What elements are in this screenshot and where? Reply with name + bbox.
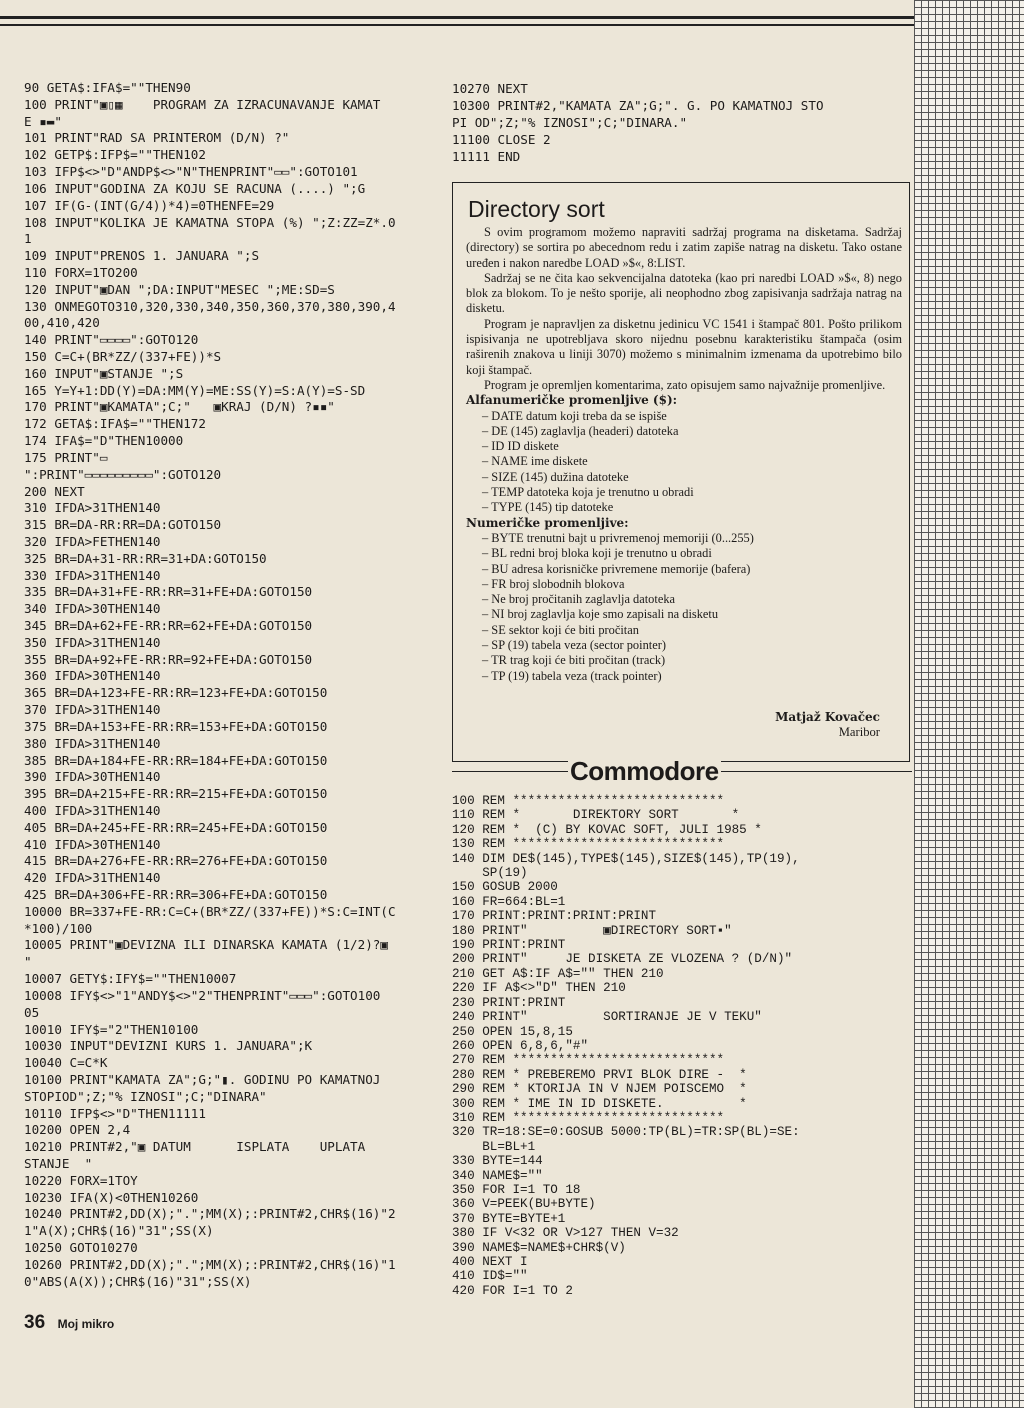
code-line: 420 FOR I=1 TO 2 <box>452 1283 573 1298</box>
variable-item: – NAME ime diskete <box>482 454 902 469</box>
page-number: 36 <box>24 1312 46 1333</box>
code-line: 260 OPEN 6,8,6,"#" <box>452 1038 589 1053</box>
code-line: 365 BR=DA+123+FE-RR:RR=123+FE+DA:GOTO150 <box>24 685 328 701</box>
code-line: 140 PRINT"▭▭▭▭":GOTO120 <box>24 332 199 348</box>
code-line: 130 ONMEGOTO310,320,330,340,350,360,370,380,390,4 <box>24 298 396 314</box>
variable-item: – FR broj slobodnih blokova <box>482 577 902 592</box>
code-line: 200 PRINT" JE DISKETA ZE VLOZENA ? (D/N)" <box>452 952 793 967</box>
code-line: 10260 PRINT#2,DD(X);".";MM(X);:PRINT#2,CHR$(16)"1 <box>24 1256 396 1272</box>
code-line: 106 INPUT"GODINA ZA KOJU SE RACUNA (....) ";G <box>24 180 366 196</box>
left-code-listing <box>24 80 444 1291</box>
code-line: 10270 NEXT <box>452 81 528 96</box>
page-footer <box>24 1312 114 1334</box>
top-right-code-listing <box>452 80 872 165</box>
code-line: 410 IFDA>30THEN140 <box>24 836 161 852</box>
code-line: 400 NEXT I <box>452 1255 528 1269</box>
code-line: 405 BR=DA+245+FE-RR:RR=245+FE+DA:GOTO150 <box>24 819 328 835</box>
code-line: 165 Y=Y+1:DD(Y)=DA:MM(Y)=ME:SS(Y)=S:A(Y)=S-SD <box>24 382 366 398</box>
variable-item: – BYTE trenutni bajt u privremenoj memoriji (0...255) <box>482 531 902 546</box>
code-line: 380 IFDA>31THEN140 <box>24 735 161 751</box>
article-paragraph: Program je napravljen za disketnu jedinicu VC 1541 i štampač 801. Pošto prilikom ispisivanja ne upotrebljava skoro nijednu posebnu karakteristiku štampača (osim raširenih znakova u liniji 3070) možemo s minimalnim izmenama da upotrebimo bilo koji štampač. <box>466 316 902 377</box>
code-line: 10040 C=C*K <box>24 1055 108 1071</box>
code-line: 0"ABS(A(X));CHR$(16)"31";SS(X) <box>24 1273 252 1289</box>
variable-item: – Ne broj pročitanih zaglavlja datoteka <box>482 592 902 607</box>
author-block <box>720 710 880 740</box>
directory-sort-listing <box>452 794 872 1298</box>
code-line: PI OD";Z;"% IZNOSI";C;"DINARA." <box>452 115 688 130</box>
code-line: 310 REM **************************** <box>452 1110 725 1125</box>
top-rule <box>0 16 914 26</box>
code-line: 160 INPUT"▣STANJE ";S <box>24 365 184 381</box>
code-line: 415 BR=DA+276+FE-RR:RR=276+FE+DA:GOTO150 <box>24 853 328 869</box>
code-line: 320 TR=18:SE=0:GOSUB 5000:TP(BL)=TR:SP(BL)=SE: <box>452 1125 800 1140</box>
code-line: 100 REM **************************** <box>452 794 725 808</box>
variable-item: – TR trag koji će biti pročitan (track) <box>482 653 902 668</box>
code-line: 120 INPUT"▣DAN ";DA:INPUT"MESEC ";ME:SD=S <box>24 281 335 297</box>
code-line: 355 BR=DA+92+FE-RR:RR=92+FE+DA:GOTO150 <box>24 651 313 667</box>
article-title: Directory sort <box>468 196 605 222</box>
code-line: 10110 IFP$<>"D"THEN11111 <box>24 1105 206 1121</box>
author-city: Maribor <box>838 725 880 739</box>
code-line: 00,410,420 <box>24 315 100 331</box>
code-line: 175 PRINT"▭ <box>24 449 108 465</box>
code-line: 10005 PRINT"▣DEVIZNA ILI DINARSKA KAMATA (1/2)?▣ <box>24 937 388 953</box>
code-line: 10200 OPEN 2,4 <box>24 1122 131 1138</box>
code-line: 230 PRINT:PRINT <box>452 995 566 1010</box>
code-line: 395 BR=DA+215+FE-RR:RR=215+FE+DA:GOTO150 <box>24 786 328 802</box>
code-line: 385 BR=DA+184+FE-RR:RR=184+FE+DA:GOTO150 <box>24 752 328 768</box>
code-line: 370 IFDA>31THEN140 <box>24 702 161 718</box>
code-line: STANJE " <box>24 1156 93 1171</box>
code-line: 130 REM **************************** <box>452 837 725 852</box>
variable-item: – SE sektor koji će biti pročitan <box>482 623 902 638</box>
code-line: 103 IFP$<>"D"ANDP$<>"N"THENPRINT"▭▭":GOTO101 <box>24 164 358 180</box>
numeric-vars-heading: Numeričke promenljive: <box>466 515 629 530</box>
section-header <box>452 758 912 784</box>
code-line: 320 IFDA>FETHEN140 <box>24 533 161 549</box>
code-line: 360 V=PEEK(BU+BYTE) <box>452 1197 596 1212</box>
code-line: " <box>24 954 32 970</box>
code-line: 170 PRINT"▣KAMATA";C;" ▣KRAJ (D/N) ?▪▪" <box>24 399 335 415</box>
code-line: 370 BYTE=BYTE+1 <box>452 1211 566 1226</box>
code-line: 10210 PRINT#2,"▣ DATUM ISPLATA UPLATA <box>24 1139 366 1155</box>
code-line: 315 BR=DA-RR:RR=DA:GOTO150 <box>24 517 222 533</box>
code-line: 150 C=C+(BR*ZZ/(337+FE))*S <box>24 349 222 364</box>
code-line: 10030 INPUT"DEVIZNI KURS 1. JANUARA";K <box>24 1038 313 1054</box>
code-line: 150 GOSUB 2000 <box>452 880 558 895</box>
code-line: 10007 GETY$:IFY$=""THEN10007 <box>24 971 237 987</box>
variable-item: – ID ID diskete <box>482 439 902 454</box>
section-label: Commodore <box>570 756 719 786</box>
code-line: 120 REM * (C) BY KOVAC SOFT, JULI 1985 * <box>452 822 762 837</box>
code-line: 390 IFDA>30THEN140 <box>24 769 161 785</box>
code-line: 10240 PRINT#2,DD(X);".";MM(X);:PRINT#2,CHR$(16)"2 <box>24 1206 396 1222</box>
code-line: 240 PRINT" SORTIRANJE JE V TEKU" <box>452 1010 762 1025</box>
code-line: 10100 PRINT"KAMATA ZA";G;"▮. GODINU PO KAMATNOJ <box>24 1071 381 1087</box>
variable-item: – TYPE (145) tip datoteke <box>482 500 902 515</box>
code-line: 250 OPEN 15,8,15 <box>452 1024 573 1039</box>
graph-paper-strip <box>914 0 1024 1408</box>
code-line: 360 IFDA>30THEN140 <box>24 668 161 684</box>
code-line: 108 INPUT"KOLIKA JE KAMATNA STOPA (%) ";Z:ZZ=Z*.0 <box>24 214 396 230</box>
variable-item: – SP (19) tabela veza (sector pointer) <box>482 638 902 653</box>
code-line: 410 ID$="" <box>452 1269 528 1284</box>
alpha-vars-list <box>466 409 902 516</box>
code-line: 05 <box>24 1004 40 1020</box>
code-line: 10000 BR=337+FE-RR:C=C+(BR*ZZ/(337+FE))*S:C=INT(C <box>24 903 396 919</box>
variable-item: – BL redni broj bloka koji je trenutno u obradi <box>482 546 902 561</box>
code-line: 325 BR=DA+31-RR:RR=31+DA:GOTO150 <box>24 550 267 566</box>
code-line: 11100 CLOSE 2 <box>452 132 551 147</box>
code-line: 220 IF A$<>"D" THEN 210 <box>452 981 626 996</box>
code-line: ":PRINT"▭▭▭▭▭▭▭▭▭":GOTO120 <box>24 466 222 482</box>
article-paragraph: Program je opremljen komentarima, zato opisujem samo najvažnije promenljive. <box>484 377 886 392</box>
article-paragraph: Sadržaj se ne čita kao sekvencijalna datoteka (kao pri naredbi LOAD »$«, 8) nego blok za blokom. To je nešto sporije, ali neophodno zbog zapisivanja sadržaja natrag na disketu. <box>466 270 902 316</box>
code-line: 110 REM * DIREKTORY SORT * <box>452 808 740 823</box>
code-line: 10220 FORX=1TOY <box>24 1172 138 1188</box>
code-line: 335 BR=DA+31+FE-RR:RR=31+FE+DA:GOTO150 <box>24 584 313 600</box>
code-line: STOPIOD";Z;"% IZNOSI";C;"DINARA" <box>24 1088 267 1104</box>
code-line: 345 BR=DA+62+FE-RR:RR=62+FE+DA:GOTO150 <box>24 618 313 633</box>
code-line: SP(19) <box>452 866 528 881</box>
code-line: 140 DIM DE$(145),TYPE$(145),SIZE$(145),TP(19), <box>452 851 800 866</box>
code-line: 280 REM * PREBEREMO PRVI BLOK DIRE - * <box>452 1067 747 1082</box>
variable-item: – BU adresa korisničke privremene memorije (bafera) <box>482 562 902 577</box>
code-line: 174 IFA$="D"THEN10000 <box>24 433 184 449</box>
code-line: 11111 END <box>452 149 521 164</box>
code-line: 90 GETA$:IFA$=""THEN90 <box>24 80 191 95</box>
variable-item: – TP (19) tabela veza (track pointer) <box>482 669 902 684</box>
code-line: 10230 IFA(X)<0THEN10260 <box>24 1189 199 1205</box>
numeric-vars-list <box>466 531 902 684</box>
code-line: 270 REM **************************** <box>452 1053 725 1068</box>
code-line: 1 <box>24 231 32 247</box>
code-line: 300 REM * IME IN ID DISKETE. * <box>452 1096 747 1111</box>
code-line: 10010 IFY$="2"THEN10100 <box>24 1021 199 1037</box>
code-line: 10250 GOTO10270 <box>24 1240 138 1256</box>
code-line: 180 PRINT" ▣DIRECTORY SORT▪" <box>452 923 732 938</box>
code-line: 190 PRINT:PRINT <box>452 938 566 953</box>
code-line: 390 NAME$=NAME$+CHR$(V) <box>452 1240 626 1255</box>
code-line: 1"A(X);CHR$(16)"31";SS(X) <box>24 1223 214 1239</box>
code-line: 330 IFDA>31THEN140 <box>24 567 161 583</box>
code-line: 340 NAME$="" <box>452 1168 543 1183</box>
code-line: 310 IFDA>31THEN140 <box>24 500 161 516</box>
variable-item: – SIZE (145) dužina datoteke <box>482 470 902 485</box>
variable-item: – TEMP datoteka koja je trenutno u obradi <box>482 485 902 500</box>
variable-item: – DATE datum koji treba da se ispiše <box>482 409 902 424</box>
article-paragraph: S ovim programom možemo napraviti sadržaj programa na disketama. Sadržaj (directory) se sortira po abecednom redu i zatim zapiše natrag na disketu. Tako ostane uređen i nakon naredbe LOAD »$«, 8:LIST. <box>466 225 902 270</box>
code-line: 350 FOR I=1 TO 18 <box>452 1182 581 1197</box>
code-line: 210 GET A$:IF A$="" THEN 210 <box>452 966 664 981</box>
code-line: 110 FORX=1TO200 <box>24 264 138 280</box>
magazine-name: Moj mikro <box>57 1317 115 1331</box>
code-line: 107 IF(G-(INT(G/4))*4)=0THENFE=29 <box>24 197 275 213</box>
article-body <box>466 225 902 684</box>
code-line: 100 PRINT"▣▯▦ PROGRAM ZA IZRACUNAVANJE KAMAT <box>24 96 381 112</box>
code-line: E ▪▬" <box>24 113 62 129</box>
code-line: 350 IFDA>31THEN140 <box>24 634 161 650</box>
code-line: 172 GETA$:IFA$=""THEN172 <box>24 416 206 432</box>
code-line: BL=BL+1 <box>452 1139 536 1154</box>
code-line: 425 BR=DA+306+FE-RR:RR=306+FE+DA:GOTO150 <box>24 887 328 902</box>
code-line: 10300 PRINT#2,"KAMATA ZA";G;". G. PO KAMATNOJ STO <box>452 98 824 113</box>
variable-item: – NI broj zaglavlja koje smo zapisali na disketu <box>482 607 902 622</box>
author-name: Matjaž Kovačec <box>775 710 880 724</box>
alpha-vars-heading: Alfanumeričke promenljive ($): <box>466 393 678 408</box>
code-line: 420 IFDA>31THEN140 <box>24 870 161 886</box>
code-line: 380 IF V<32 OR V>127 THEN V=32 <box>452 1226 679 1241</box>
code-line: 109 INPUT"PRENOS 1. JANUARA ";S <box>24 248 260 264</box>
code-line: 170 PRINT:PRINT:PRINT:PRINT <box>452 909 657 924</box>
code-line: 375 BR=DA+153+FE-RR:RR=153+FE+DA:GOTO150 <box>24 718 328 734</box>
code-line: 200 NEXT <box>24 483 85 499</box>
code-line: 160 FR=664:BL=1 <box>452 894 566 909</box>
code-line: 102 GETP$:IFP$=""THEN102 <box>24 147 206 163</box>
variable-item: – DE (145) zaglavlja (headeri) datoteka <box>482 424 902 439</box>
code-line: 340 IFDA>30THEN140 <box>24 601 161 617</box>
code-line: 290 REM * KTORIJA IN V NJEM POISCEMO * <box>452 1082 747 1097</box>
code-line: 10008 IFY$<>"1"ANDY$<>"2"THENPRINT"▭▭▭":GOTO100 <box>24 987 381 1003</box>
code-line: 330 BYTE=144 <box>452 1154 543 1169</box>
code-line: 101 PRINT"RAD SA PRINTEROM (D/N) ?" <box>24 130 290 146</box>
code-line: *100)/100 <box>24 920 93 936</box>
code-line: 400 IFDA>31THEN140 <box>24 802 161 818</box>
